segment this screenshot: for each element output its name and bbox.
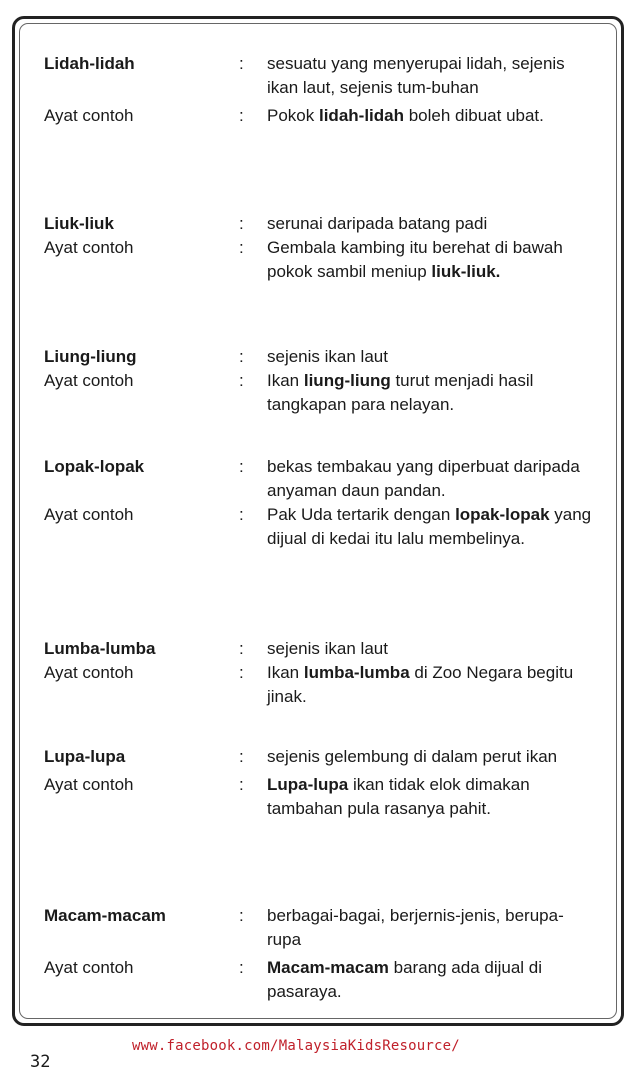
- example-text: yang dijual di kedai itu lalu membelinya.: [267, 505, 592, 548]
- example-text: ikan tidak elok dimakan tambahan pula rasanya pahit.: [267, 775, 530, 818]
- example-row: [44, 503, 604, 551]
- entry-definition: serunai daripada batang padi: [267, 214, 488, 233]
- example-keyword: liung-liung: [303, 371, 391, 390]
- entry-liuk-liuk: [44, 212, 604, 284]
- entry-term: Lidah-lidah: [44, 54, 135, 73]
- footer-url[interactable]: www.facebook.com/MalaysiaKidsResource/: [132, 1038, 460, 1054]
- entry-term: Lumba-lumba: [44, 639, 156, 658]
- colon: :: [239, 663, 244, 682]
- example-sentence: [267, 773, 597, 821]
- colon: :: [239, 54, 244, 73]
- example-label: Ayat contoh: [44, 238, 134, 257]
- entry-macam-macam: [44, 904, 604, 1004]
- entry-definition: sejenis gelembung di dalam perut ikan: [267, 747, 558, 766]
- example-text: Pokok: [267, 106, 319, 125]
- example-text: boleh dibuat ubat.: [403, 106, 544, 125]
- entry-term: Liung-liung: [44, 347, 137, 366]
- colon: :: [239, 906, 244, 925]
- entry-liung-liung: [44, 345, 604, 417]
- colon: :: [239, 238, 244, 257]
- example-label: Ayat contoh: [44, 775, 134, 794]
- example-label: Ayat contoh: [44, 663, 134, 682]
- example-keyword: Lupa-lupa: [267, 775, 349, 794]
- colon: :: [239, 775, 244, 794]
- entry-definition: sejenis ikan laut: [267, 639, 388, 658]
- example-sentence: [267, 236, 597, 284]
- colon: :: [239, 347, 244, 366]
- colon: :: [239, 106, 244, 125]
- entry-term: Macam-macam: [44, 906, 166, 925]
- example-row: [44, 956, 604, 1004]
- example-text: Ikan: [267, 663, 304, 682]
- example-keyword: lopak-lopak: [455, 505, 550, 524]
- example-label: Ayat contoh: [44, 505, 134, 524]
- example-row: [44, 236, 604, 284]
- example-text: turut menjadi hasil tangkapan para nelayan.: [267, 371, 534, 414]
- example-keyword: liuk-liuk.: [431, 262, 501, 281]
- example-sentence: [267, 369, 597, 417]
- colon: :: [239, 958, 244, 977]
- example-text: Ikan: [267, 371, 304, 390]
- example-label: Ayat contoh: [44, 371, 134, 390]
- entry-term: Liuk-liuk: [44, 214, 114, 233]
- colon: :: [239, 639, 244, 658]
- entry-lupa-lupa: [44, 745, 604, 821]
- example-label: Ayat contoh: [44, 958, 134, 977]
- example-keyword: lidah-lidah: [318, 106, 404, 125]
- example-text: Pak Uda tertarik dengan: [267, 505, 456, 524]
- example-sentence: [267, 104, 597, 128]
- entry-term: Lupa-lupa: [44, 747, 126, 766]
- definition-row: [44, 345, 604, 369]
- entry-lopak-lopak: [44, 455, 604, 551]
- entry-lidah-lidah: [44, 52, 604, 128]
- colon: :: [239, 214, 244, 233]
- example-keyword: Macam-macam: [267, 958, 389, 977]
- colon: :: [239, 505, 244, 524]
- colon: :: [239, 371, 244, 390]
- example-text: barang ada dijual di pasaraya.: [267, 958, 543, 1001]
- example-row: [44, 104, 604, 128]
- definition-row: [44, 212, 604, 236]
- definition-row: [44, 52, 604, 100]
- definition-row: [44, 745, 604, 769]
- entry-definition: sesuatu yang menyerupai lidah, sejenis ikan laut, sejenis tum-buhan: [267, 54, 565, 97]
- colon: :: [239, 747, 244, 766]
- example-label: Ayat contoh: [44, 106, 134, 125]
- entry-definition: sejenis ikan laut: [267, 347, 388, 366]
- entry-definition: berbagai-bagai, berjernis-jenis, berupa-rupa: [267, 906, 564, 949]
- page-number: 32: [30, 1052, 51, 1072]
- example-text: Gembala kambing itu berehat di bawah pokok sambil meniup: [267, 238, 563, 281]
- example-keyword: lumba-lumba: [303, 663, 410, 682]
- example-row: [44, 661, 604, 709]
- definition-row: [44, 637, 604, 661]
- example-sentence: [267, 956, 597, 1004]
- example-text: di Zoo Negara begitu jinak.: [267, 663, 574, 706]
- example-row: [44, 369, 604, 417]
- entry-definition: bekas tembakau yang diperbuat daripada anyaman daun pandan.: [267, 457, 580, 500]
- example-sentence: [267, 503, 597, 551]
- colon: :: [239, 457, 244, 476]
- example-row: [44, 773, 604, 821]
- definition-row: [44, 904, 604, 952]
- entry-term: Lopak-lopak: [44, 457, 145, 476]
- definition-row: [44, 455, 604, 503]
- entry-lumba-lumba: [44, 637, 604, 709]
- example-sentence: [267, 661, 597, 709]
